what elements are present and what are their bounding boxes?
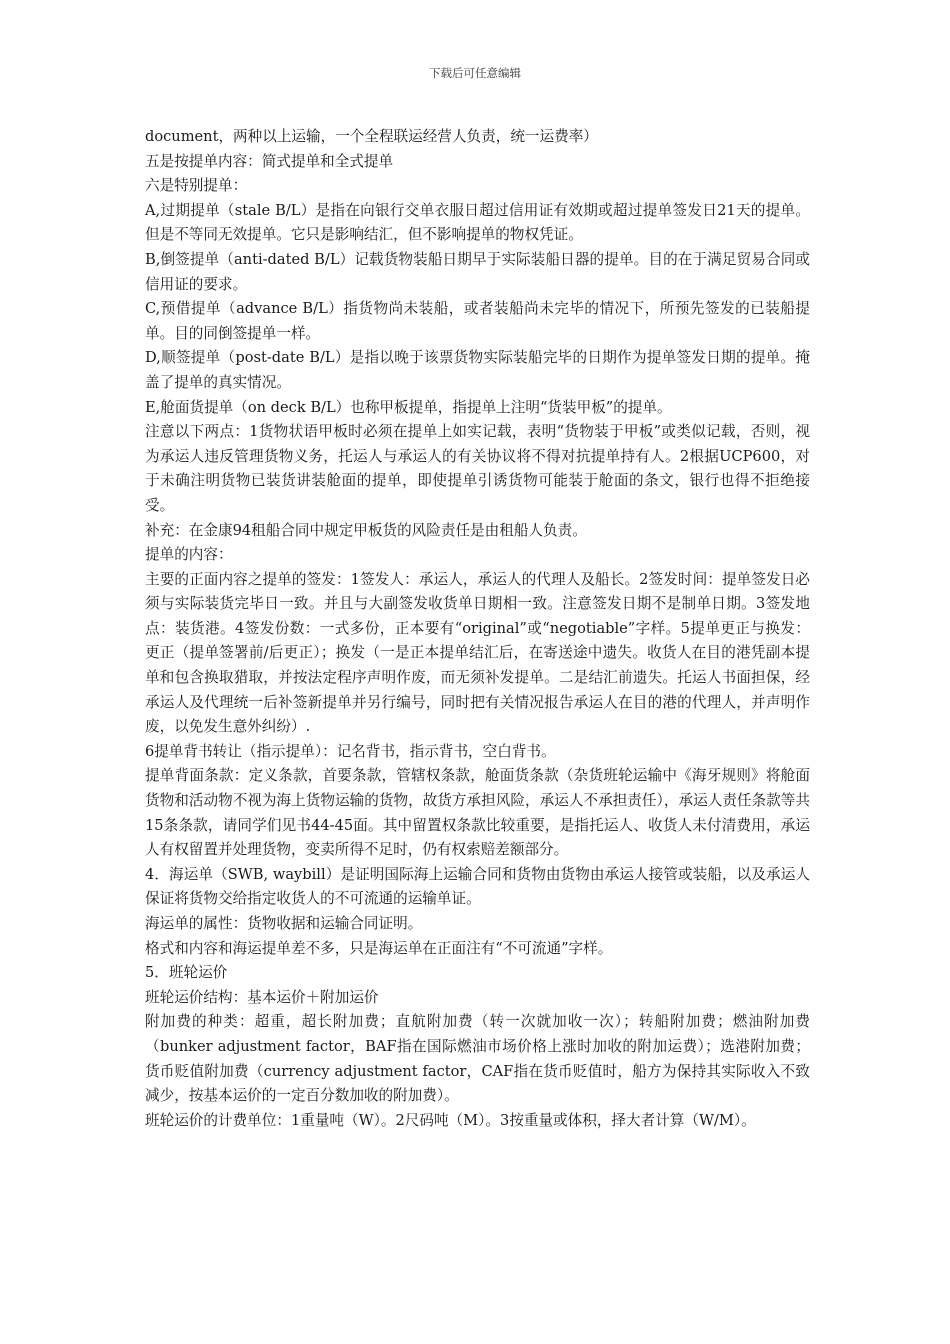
paragraph: 补充：在金康94租船合同中规定甲板货的风险责任是由租船人负责。 [145,521,587,539]
paragraph: 5．班轮运价 [145,964,228,982]
paragraph: 格式和内容和海运提单差不多，只是海运单在正面注有“不可流通”字样。 [145,939,613,957]
paragraph: 4．海运单（SWB, waybill）是证明国际海上运输合同和货物由货物由承运人接管或装船，以及承运人保证将货物交给指定收货人的不可流通的运输单证。 [145,865,810,908]
paragraph: D,顺签提单（post-date B/L）是指以晚于该票货物实际装船完毕的日期作为提单签发日期的提单。掩盖了提单的真实情况。 [145,349,810,391]
paragraph: E,舱面货提单（on deck B/L）也称甲板提单，指提单上注明“货装甲板”的提单。 [145,398,672,416]
paragraph: B,倒签提单（anti-dated B/L）记载货物装船日期早于实际装船日器的提单。目的在于满足贸易合同或信用证的要求。 [145,250,810,293]
page-header-note: 下载后可任意编辑 [429,66,521,80]
paragraph: 6提单背书转让（指示提单）：记名背书，指示背书，空白背书。 [145,742,556,760]
paragraph: 附加费的种类：超重，超长附加费；直航附加费（转一次就加收一次）；转船附加费；燃油附加费（bunker adjustment factor，BAF指在国际燃油市场价格上涨时加收的附加运费）；选港附加费；货币贬值附加费（currency adjustment factor，CAF指在货币贬值时，船方为保持其实际收入不致减少，按基本运价的一定百分数加收的附加费）。 [145,1013,810,1105]
paragraph: 班轮运价结构：基本运价＋附加运价 [145,988,379,1006]
paragraph: C,预借提单（advance B/L）指货物尚未装船，或者装船尚未完毕的情况下，所预先签发的已装船提单。目的同倒签提单一样。 [145,300,810,342]
document-body [145,125,810,1133]
paragraph: 主要的正面内容之提单的签发：1签发人：承运人，承运人的代理人及船长。2签发时间：提单签发日必须与实际装货完毕日一致。并且与大副签发收货单日期相一致。注意签发日期不是制单日期。3签发地点：装货港。4签发份数：一式多份，正本要有“original”或“negotiable”字样。5提单更正与换发：更正（提单签署前/后更正）；换发（一是正本提单结汇后，在寄送途中遗失。收货人在目的港凭副本提单和包含换取猎取，并按法定程序声明作废，而无须补发提单。二是结汇前遗失。托运人书面担保，经承运人及代理统一后补签新提单并另行编号，同时把有关情况报告承运人在目的港的代理人，并声明作废，以免发生意外纠纷）. [145,570,810,736]
paragraph: A,过期提单（stale B/L）是指在向银行交单衣服日超过信用证有效期或超过提单签发日21天的提单。但是不等同无效提单。它只是影响结汇，但不影响提单的物权凭证。 [145,201,810,244]
paragraph: document，两种以上运输，一个全程联运经营人负责，统一运费率） [145,128,598,145]
paragraph: 五是按提单内容：简式提单和全式提单 [145,152,394,170]
paragraph: 海运单的属性：货物收据和运输合同证明。 [145,915,423,932]
paragraph: 注意以下两点：1货物状语甲板时必须在提单上如实记载，表明“货物装于甲板”或类似记载，否则，视为承运人违反管理货物义务，托运人与承运人的有关协议将不得对抗提单持有人。2根据UCP600，对于未确注明货物已装货讲装舱面的提单，即使提单引诱货物可能装于舱面的条文，银行也得不拒绝接受。 [145,423,810,514]
paragraph: 班轮运价的计费单位：1重量吨（W）。2尺码吨（M）。3按重量或体积，择大者计算（W/M）。 [145,1111,756,1129]
paragraph: 六是特别提单： [145,177,248,195]
paragraph: 提单背面条款：定义条款，首要条款，管辖权条款，舱面货条款（杂货班轮运输中《海牙规则》将舱面货物和活动物不视为海上货物运输的货物，故货方承担风险，承运人不承担责任），承运人责任条款等共15条条款，请同学们见书44-45面。其中留置权条款比较重要，是指托运人、收货人未付清费用，承运人有权留置并处理货物，变卖所得不足时，仍有权索赔差额部分。 [145,767,810,859]
paragraph: 提单的内容： [145,546,233,564]
